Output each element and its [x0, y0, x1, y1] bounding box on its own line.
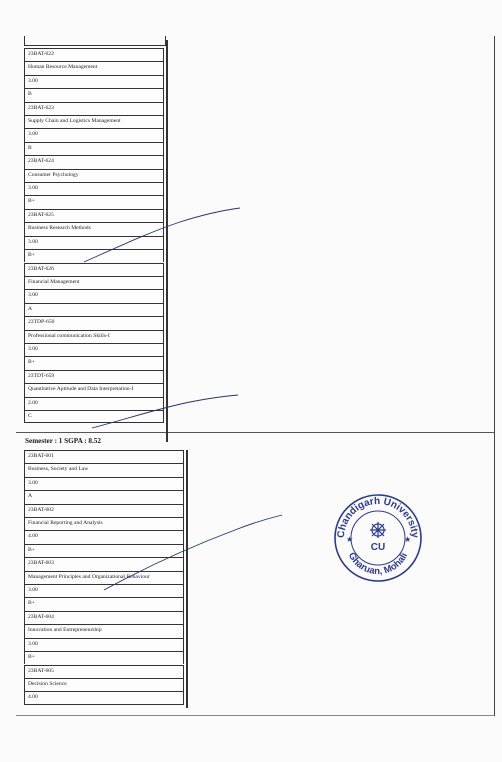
table-cell: 3.00 [24, 182, 164, 195]
svg-text:Gharuan, Mohali: Gharuan, Mohali [345, 550, 411, 578]
table-cell: 3.00 [24, 638, 184, 651]
table-cell: Quantitative Aptitude and Data Interpretation-I [24, 383, 164, 396]
table-cell: Consumer Psychology [24, 169, 164, 182]
table-cell: B+ [24, 597, 184, 610]
table-cell: Business Research Methods [24, 222, 164, 235]
svg-text:Chandigarh University: Chandigarh University [335, 495, 421, 539]
svg-text:CU: CU [370, 542, 386, 553]
semester-divider [16, 432, 494, 433]
table-cell: 23BAT-605 [24, 665, 184, 678]
table-cell: 23BAT-624 [24, 155, 164, 168]
frame-right-border [494, 36, 495, 716]
table-cell: 23BAT-623 [24, 102, 164, 115]
table-cell: B [24, 88, 164, 101]
table-cell: 3.00 [24, 289, 164, 302]
page-bottom-border [16, 715, 494, 716]
table-cell: 23BAT-604 [24, 611, 184, 624]
course-table-continued [24, 48, 164, 423]
university-stamp [332, 492, 424, 584]
table-cell: Financial Reporting and Analysis [24, 517, 184, 530]
table-cell: C [24, 410, 164, 423]
table-cell: 23BAT-602 [24, 504, 184, 517]
table-cell: 4.00 [24, 530, 184, 543]
table-cell: Innovation and Entrepreneurship [24, 624, 184, 637]
table-cell: 23BAT-622 [24, 48, 164, 61]
table-cell: 23BAT-626 [24, 263, 164, 276]
table-cell: 3.00 [24, 477, 184, 490]
table-cell: 23BAT-625 [24, 209, 164, 222]
table-cell: B+ [24, 544, 184, 557]
table-cell: 4.00 [24, 691, 184, 704]
table-cell: 3.00 [24, 584, 184, 597]
table-cell: A [24, 303, 164, 316]
table-cell: B+ [24, 195, 164, 208]
table-cell: 3.00 [24, 236, 164, 249]
table-cell: 23TDP-650 [24, 316, 164, 329]
table-cell: 23BAT-603 [24, 557, 184, 570]
table-cell: B [24, 142, 164, 155]
table-cell: 2.00 [24, 397, 164, 410]
table-cell: B+ [24, 651, 184, 664]
table-cell: Business, Society and Law [24, 463, 184, 476]
table-cell: Supply Chain and Logistics Management [24, 115, 164, 128]
table-cell: 23BAT-601 [24, 450, 184, 463]
table-cell: Decision Science [24, 678, 184, 691]
table-cell: 23TDT-659 [24, 370, 164, 383]
emblem-icon [370, 522, 386, 538]
table-cell: Human Resource Management [24, 61, 164, 74]
svg-text:★: ★ [404, 535, 412, 544]
svg-text:★: ★ [346, 535, 354, 544]
course-table-semester-1 [24, 450, 184, 705]
table-cell: A [24, 490, 184, 503]
semester-heading: Semester : 1 SGPA : 8.52 [25, 437, 101, 445]
table-top-stub [24, 36, 166, 46]
table-cell: Management Principles and Organizational Behaviour [24, 571, 184, 584]
table-cell: Financial Management [24, 276, 164, 289]
table-cell: B+ [24, 249, 164, 262]
table-cell: 3.00 [24, 343, 164, 356]
table-cell: 3.00 [24, 128, 164, 141]
table-cell: Professional communication Skills-I [24, 330, 164, 343]
table-cell: B+ [24, 356, 164, 369]
table-cell: 3.00 [24, 75, 164, 88]
